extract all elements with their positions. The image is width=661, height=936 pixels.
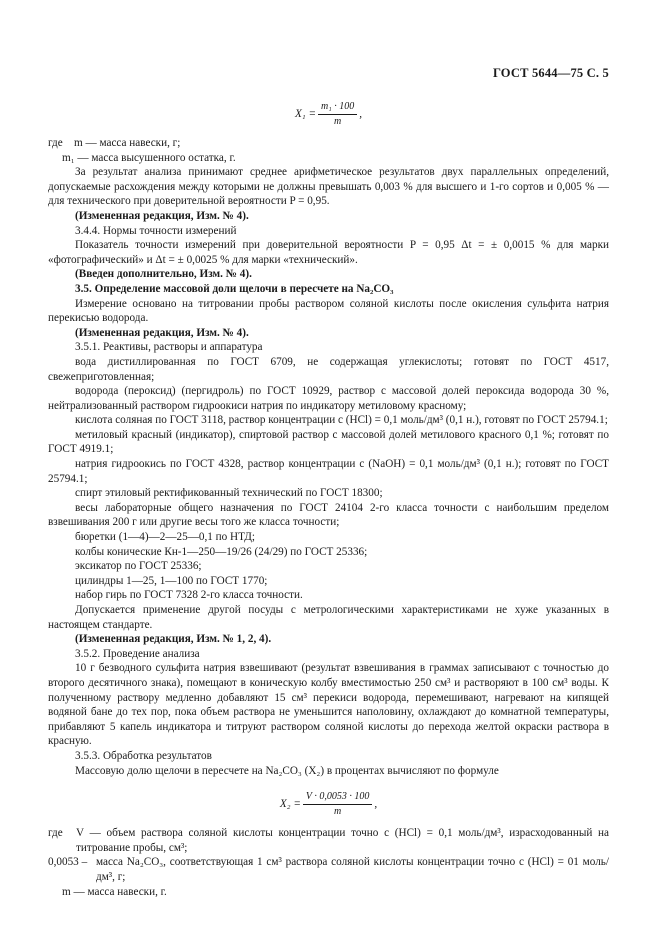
reagent-item: метиловый красный (индикатор), спиртовой раствор с массовой долей метилового красного 0,1 %; готовят по ГОСТ 4919.1;	[48, 428, 609, 456]
where-block-1	[48, 136, 609, 151]
paragraph-result: За результат анализа принимают среднее арифметическое результатов двух параллельных определений, допускаемые расхождения между которыми не должны превышать 0,003 % для высшего и 1-го сортов и 0,005 % — для технического при доверительной вероятности P = 0,95.	[48, 166, 609, 208]
reagent-item: бюретки (1—4)—2—25—0,1 по НТД;	[75, 531, 255, 544]
where-block-2b	[48, 855, 609, 884]
where-label: где	[48, 137, 63, 149]
formula-x1-numerator: m₁ · 100	[318, 101, 357, 115]
reagent-item: вода дистиллированная по ГОСТ 6709, не содержащая углекислоты; готовят по ГОСТ 4517, свежеприготовленная;	[48, 355, 609, 383]
reagent-item: цилиндры 1—25, 1—100 по ГОСТ 1770;	[75, 574, 268, 587]
section-3-5-1: 3.5.1. Реактивы, растворы и аппаратура	[75, 341, 263, 354]
section-3-5-3: 3.5.3. Обработка результатов	[75, 749, 212, 762]
where-item-m-2: m — масса навески, г.	[62, 885, 167, 898]
paragraph-other-glassware: Допускается применение другой посуды с метрологическими характеристиками не хуже указанных в настоящем стандарте.	[48, 604, 609, 631]
formula-x2-denominator: m	[334, 805, 342, 817]
where-label: где	[48, 827, 63, 840]
paragraph-procedure: 10 г безводного сульфита натрия взвешивают (результат взвешивания в граммах записывают с точностью до второго десятичного знака), помещают в коническую колбу вместимостью 250 см³ и растворяют в 100 см³ воды. К полученному раствору медленно добавляют 15 см³ перекиси водорода, перемешивают, нагревают на кипящей водяной бане до тех пор, пока объем раствора не уменьшится наполовину, охлаждают до комнатной температуры, прибавляют 5 капель индикатора и титруют раствором соляной кислоты до перехода желтой окраски раствора в красную.	[48, 662, 609, 748]
reagent-item: кислота соляная по ГОСТ 3118, раствор концентрации c (HCl) = 0,1 моль/дм³ (0,1 н.), готовят по ГОСТ 25794.1;	[75, 414, 608, 427]
formula-x2-lhs: X₂ =	[279, 797, 301, 810]
formula-x2-numerator: V · 0,0053 · 100	[303, 791, 372, 805]
paragraph-calculation: Массовую долю щелочи в пересчете на Na₂CO₃ (X₂) в процентах вычисляют по формуле	[75, 764, 499, 777]
reagent-item: натрия гидроокись по ГОСТ 4328, раствор концентрации c (NaOH) = 0,1 моль/дм³ (0,1 н.); готовят по ГОСТ 25794.1;	[48, 458, 609, 485]
where-item-coef: масса Na₂CO₃, соответствующая 1 см³ раствора соляной кислоты концентрации точно c (HCl) = 01 моль/дм³, г;	[96, 856, 609, 883]
edition-note-2: (Введен дополнительно, Изм. № 4).	[75, 268, 252, 281]
page-header: ГОСТ 5644—75 С. 5	[492, 66, 609, 80]
reagent-item: эксикатор по ГОСТ 25336;	[75, 560, 202, 573]
formula-x2-tail: ,	[374, 797, 378, 810]
where-item-m: m — масса навески, г;	[74, 137, 181, 149]
formula-x1-tail: ,	[359, 107, 363, 120]
edition-note-3: (Измененная редакция, Изм. № 4).	[75, 326, 249, 339]
formula-x1-fraction	[318, 101, 357, 128]
edition-note-4: (Измененная редакция, Изм. № 1, 2, 4).	[75, 633, 272, 646]
reagent-item: спирт этиловый ректификованный технический по ГОСТ 18300;	[75, 487, 383, 500]
formula-x2	[48, 782, 609, 826]
formula-x1-denominator: m	[334, 115, 342, 127]
where-item-m1: m₁ — масса высушенного остатка, г.	[62, 151, 236, 164]
section-3-5-title: 3.5. Определение массовой доли щелочи в пересчете на Na₂CO₃	[75, 282, 394, 295]
reagent-item: набор гирь по ГОСТ 7328 2-го класса точности.	[75, 589, 303, 602]
reagent-item: весы лабораторные общего назначения по ГОСТ 24104 2-го класса точности с наибольшим пределом взвешивания 200 г или другие весы того же класса точности;	[48, 501, 609, 529]
reagent-item: водорода (пероксид) (пергидроль) по ГОСТ 10929, раствор с массовой долей пероксида водорода 30 %, нейтрализованный раствором гидроокиси натрия по индикатору метиловому красному;	[48, 385, 609, 412]
document-body	[48, 92, 609, 899]
formula-x2-fraction	[303, 791, 372, 818]
where-label-coef: 0,0053 –	[48, 856, 88, 869]
formula-x1	[48, 92, 609, 136]
formula-x1-lhs: X₁ =	[294, 107, 317, 120]
reagent-item: колбы конические Кн-1—250—19/26 (24/29) по ГОСТ 25336;	[75, 545, 368, 558]
paragraph-accuracy: Показатель точности измерений при доверительной вероятности P = 0,95 Δt = ± 0,0015 % для марки «фотографический» и Δt = ± 0,0025 % для марки «технический».	[48, 239, 609, 266]
where-block-2	[48, 826, 609, 855]
edition-note-1: (Измененная редакция, Изм. № 4).	[75, 209, 249, 222]
section-3-5-2: 3.5.2. Проведение анализа	[75, 647, 200, 660]
section-3-4-4: 3.4.4. Нормы точности измерений	[75, 224, 237, 237]
where-item-v: V — объем раствора соляной кислоты концентрации точно c (HCl) = 0,1 моль/дм³, израсходованный на титрование пробы, см³;	[76, 827, 609, 854]
paragraph-principle: Измерение основано на титровании пробы раствором соляной кислоты после окисления сульфита натрия перекисью водорода.	[48, 297, 609, 325]
